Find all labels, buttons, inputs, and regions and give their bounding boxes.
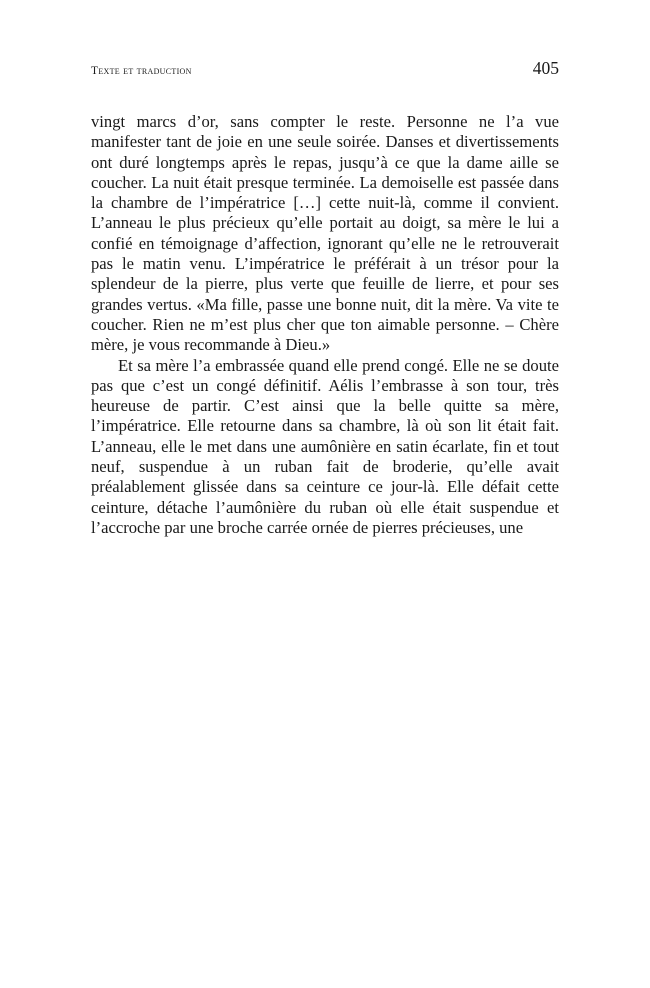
paragraph-1: vingt marcs d’or, sans compter le reste. Personne ne l’a vue manifester tant de joie en une seule soirée. Danses et divertissements ont duré longtemps après le repas, jusqu’à ce que la dame aille se coucher. La nuit était presque terminée. La demoiselle est passée dans la chambre de l’impératrice […] cette nuit-là, comme il convient. L’anneau le plus précieux qu’elle portait au doigt, sa mère le lui a confié en témoignage d’affection, ignorant qu’elle ne le retrouverait pas le matin venu. L’impératrice le préférait à un trésor pour la splendeur de la pierre, plus verte que feuille de lierre, et pour ses grandes vertus. «Ma fille, passe une bonne nuit, dit la mère. Va vite te coucher. Rien ne m’est plus cher que ton aimable personne. – Chère mère, je vous recommande à Dieu.» bbox=[91, 112, 559, 355]
page-number: 405 bbox=[532, 58, 559, 78]
text-body bbox=[91, 112, 559, 538]
running-title: Texte et traduction bbox=[91, 65, 192, 77]
paragraph-2: Et sa mère l’a embrassée quand elle prend congé. Elle ne se doute pas que c’est un congé définitif. Aélis l’embrasse à son tour, très heureuse de partir. C’est ainsi que la belle quitte sa mère, l’impératrice. Elle retourne dans sa chambre, là où son lit était fait. L’anneau, elle le met dans une aumônière en satin écarlate, fin et tout neuf, suspendue à un ruban fait de broderie, qu’elle avait préalablement glissée dans sa ceinture ce jour-là. Elle défait cette ceinture, détache l’aumônière du ruban où elle était suspendue et l’accroche par une broche carrée ornée de pierres précieuses, une bbox=[91, 355, 559, 537]
page-header bbox=[91, 58, 559, 84]
